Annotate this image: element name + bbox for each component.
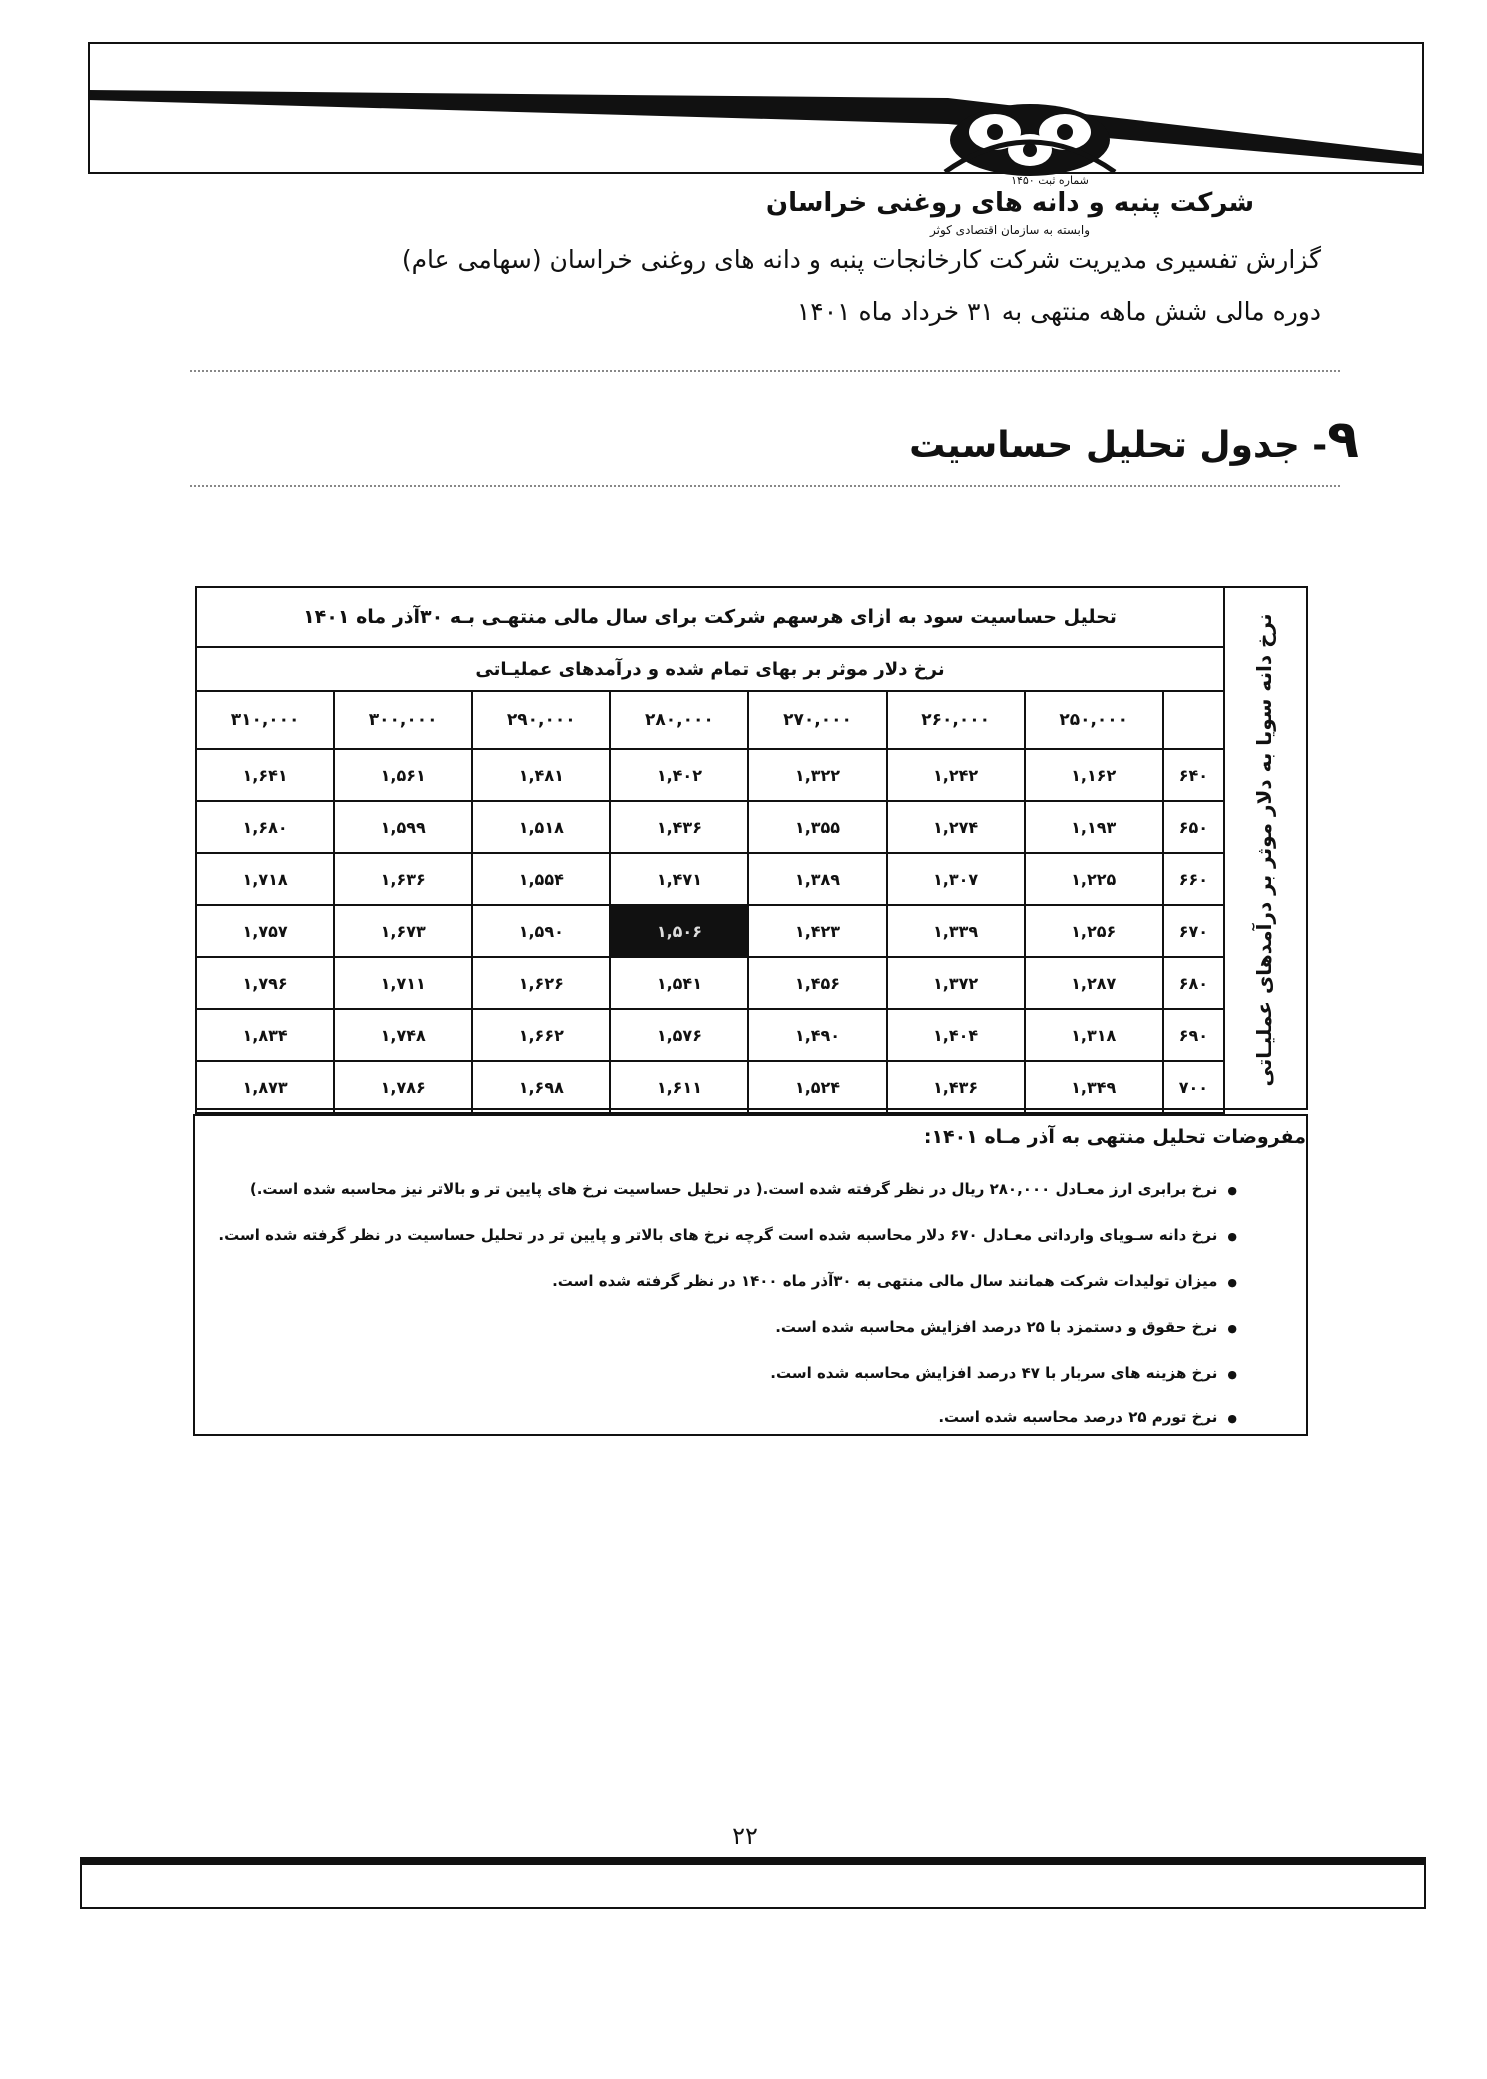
table-cell: ۱,۴۷۱ [610,853,748,905]
section-number: ۹ [1327,410,1359,470]
column-header: ۲۶۰,۰۰۰ [887,691,1025,749]
table-row [196,905,1224,957]
section-heading [909,410,1359,470]
table-cell: ۱,۴۵۶ [748,957,886,1009]
table-cell: ۱,۵۵۴ [472,853,610,905]
section-title: - جدول تحلیل حساسیت [909,425,1328,466]
row-header: ۶۷۰ [1163,905,1224,957]
table-cell: ۱,۳۴۹ [1025,1061,1163,1113]
table-cell: ۱,۶۹۸ [472,1061,610,1113]
assumption-item: ● نرخ حقوق و دستمزد با ۲۵ درصد افزایش محاسبه شده است. [775,1318,1237,1336]
page-number: ۲۲ [732,1822,758,1850]
table-cell: ۱,۴۰۴ [887,1009,1025,1061]
table-cell: ۱,۵۹۹ [334,801,472,853]
table-cell: ۱,۳۳۹ [887,905,1025,957]
table-cell: ۱,۲۷۴ [887,801,1025,853]
table-cell: ۱,۷۱۸ [196,853,334,905]
table-row [196,749,1224,801]
table-cell: ۱,۶۲۶ [472,957,610,1009]
table-cell: ۱,۱۹۳ [1025,801,1163,853]
assumption-item: ● نرخ هزینه های سربار با ۴۷ درصد افزایش محاسبه شده است. [770,1364,1237,1382]
table-cell: ۱,۲۴۲ [887,749,1025,801]
table-cell: ۱,۵۶۱ [334,749,472,801]
table-cell: ۱,۵۷۶ [610,1009,748,1061]
table-row [196,1061,1224,1113]
table-row [196,801,1224,853]
table-cell: ۱,۴۳۶ [887,1061,1025,1113]
column-header: ۳۱۰,۰۰۰ [196,691,334,749]
table-row [196,957,1224,1009]
table-cell: ۱,۶۱۱ [610,1061,748,1113]
column-header: ۳۰۰,۰۰۰ [334,691,472,749]
table-row [196,1009,1224,1061]
company-name: شرکت پنبه و دانه های روغنی خراسان [765,188,1255,218]
row-header: ۶۹۰ [1163,1009,1224,1061]
table-title: تحلیل حساسیت سود به ازای هرسهم شرکت برای سال مالی منتهـی بـه ۳۰آذر ماه ۱۴۰۱ [196,587,1224,647]
table-cell: ۱,۵۱۸ [472,801,610,853]
assumptions-title: مفروضات تحلیل منتهی به آذر مـاه ۱۴۰۱: [923,1126,1306,1148]
corner-cell [1163,691,1224,749]
table-row [196,853,1224,905]
report-title: گزارش تفسیری مدیریت شرکت کارخانجات پنبه و دانه های روغنی خراسان (سهامی عام) [401,245,1321,274]
table-cell: ۱,۲۸۷ [1025,957,1163,1009]
table-cell: ۱,۴۲۳ [748,905,886,957]
table-cell: ۱,۴۹۰ [748,1009,886,1061]
table-cell: ۱,۴۳۶ [610,801,748,853]
company-affiliation: وابسته به سازمان اقتصادی کوثر [929,223,1091,237]
table-cell: ۱,۳۱۸ [1025,1009,1163,1061]
table-cell: ۱,۷۵۷ [196,905,334,957]
highlighted-cell: ۱,۵۰۶ [610,905,748,957]
assumption-item: ● میزان تولیدات شرکت همانند سال مالی منتهی به ۳۰آذر ماه ۱۴۰۰ در نظر گرفته شده است. [552,1272,1237,1290]
table-cell: ۱,۵۲۴ [748,1061,886,1113]
table-cell: ۱,۶۴۱ [196,749,334,801]
table-cell: ۱,۷۸۶ [334,1061,472,1113]
table-cell: ۱,۳۷۲ [887,957,1025,1009]
row-axis-label: نرخ دانه سویا به دلار موثر بر درآمدهای عملیـاتی [1252,613,1276,1087]
table-cell: ۱,۴۸۱ [472,749,610,801]
table-cell: ۱,۴۰۲ [610,749,748,801]
table-cell: ۱,۵۹۰ [472,905,610,957]
table-cell: ۱,۱۶۲ [1025,749,1163,801]
table-cell: ۱,۸۷۳ [196,1061,334,1113]
column-header: ۲۸۰,۰۰۰ [610,691,748,749]
table-cell: ۱,۷۴۸ [334,1009,472,1061]
table-cell: ۱,۲۲۵ [1025,853,1163,905]
footer-frame [80,1857,1426,1909]
column-header: ۲۹۰,۰۰۰ [472,691,610,749]
column-header: ۲۵۰,۰۰۰ [1025,691,1163,749]
header-band [88,84,1424,180]
table-cell: ۱,۳۲۲ [748,749,886,801]
row-header: ۶۵۰ [1163,801,1224,853]
row-header: ۷۰۰ [1163,1061,1224,1113]
sensitivity-table [195,586,1225,1114]
report-period: دوره مالی شش ماهه منتهی به ۳۱ خرداد ماه ۱۴۰۱ [796,297,1321,326]
divider-dotted [190,485,1340,487]
table-cell: ۱,۳۰۷ [887,853,1025,905]
table-cell: ۱,۸۳۴ [196,1009,334,1061]
assumption-item: ● نرخ برابری ارز معـادل ۲۸۰,۰۰۰ ریال در نظر گرفته شده است.( در تحلیل حساسیت نرخ های پایین تر و بالاتر نیز محاسبه شده است.) [250,1180,1237,1198]
table-cell: ۱,۷۱۱ [334,957,472,1009]
table-cell: ۱,۶۶۲ [472,1009,610,1061]
row-header: ۶۸۰ [1163,957,1224,1009]
table-cell: ۱,۶۳۶ [334,853,472,905]
table-cell: ۱,۳۸۹ [748,853,886,905]
table-cell: ۱,۷۹۶ [196,957,334,1009]
assumption-item: ● نرخ دانه سـویای وارداتی معـادل ۶۷۰ دلار محاسبه شده است گرچه نرخ های بالاتر و پایین تر در تحلیل حساسیت در نظر گرفته شده است. [218,1226,1237,1244]
column-group-label: نرخ دلار موثر بر بهای تمام شده و درآمدهای عملیـاتی [196,647,1224,691]
table-cell: ۱,۲۵۶ [1025,905,1163,957]
table-cell: ۱,۶۸۰ [196,801,334,853]
divider-dotted [190,370,1340,372]
assumption-item: ● نرخ تورم ۲۵ درصد محاسبه شده است. [938,1408,1237,1426]
company-registration: شماره ثبت ۱۴۵۰ [1011,174,1089,187]
table-cell: ۱,۵۴۱ [610,957,748,1009]
column-header: ۲۷۰,۰۰۰ [748,691,886,749]
table-cell: ۱,۳۵۵ [748,801,886,853]
row-header: ۶۶۰ [1163,853,1224,905]
row-header: ۶۴۰ [1163,749,1224,801]
table-cell: ۱,۶۷۳ [334,905,472,957]
